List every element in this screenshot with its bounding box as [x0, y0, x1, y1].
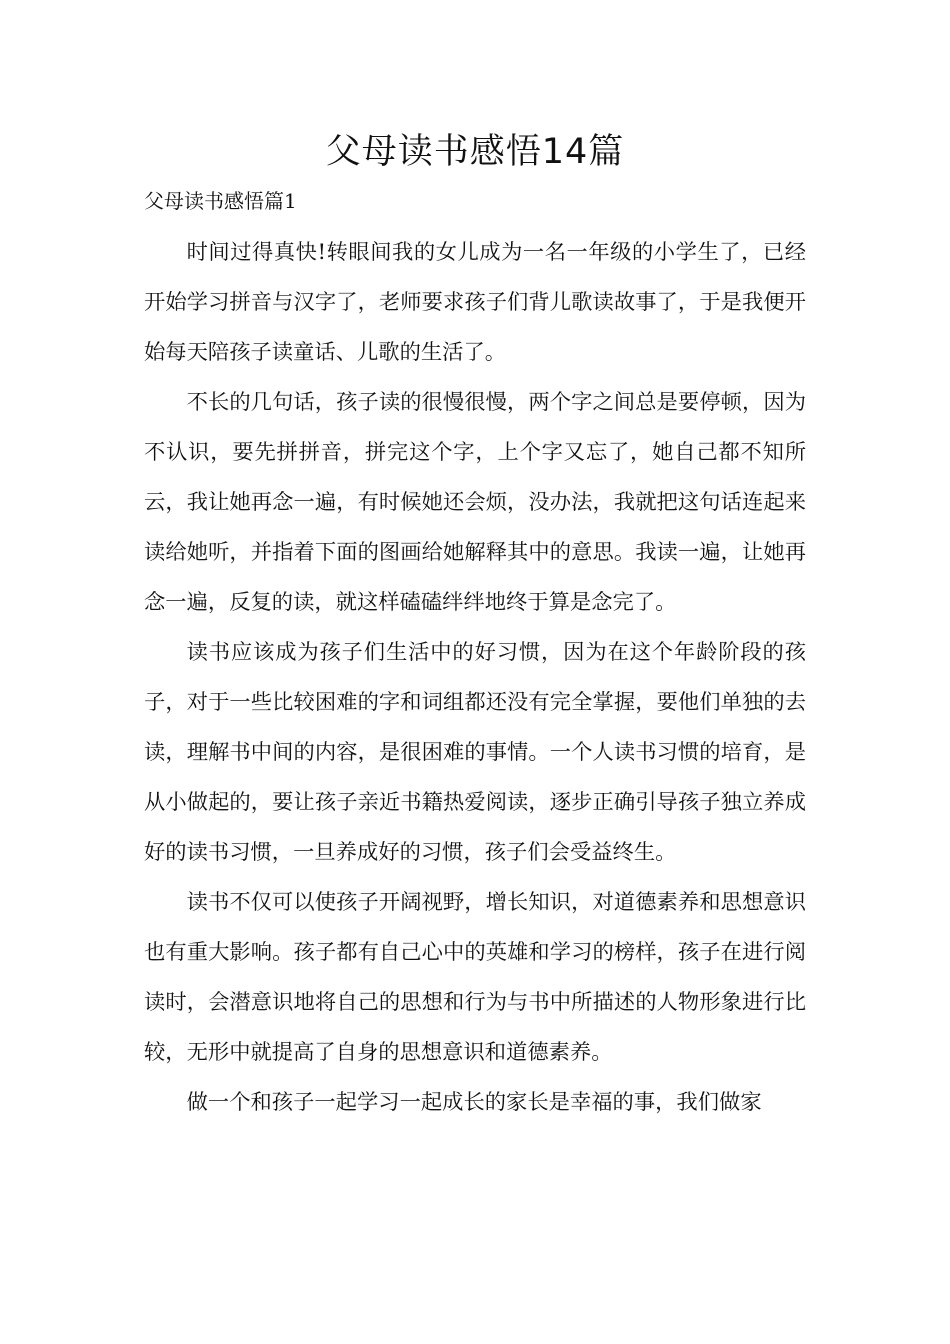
section-heading: 父母读书感悟篇1: [144, 189, 297, 213]
document-title: 父母读书感悟14篇: [325, 132, 625, 172]
paragraph-4: 读书不仅可以使孩子开阔视野，增长知识，对道德素养和思想意识也有重大影响。孩子都有自己心中的英雄和学习的榜样，孩子在进行阅读时，会潜意识地将自己的思想和行为与书中所描述的人物形象进行比较，无形中就提高了自身的思想意识和道德素养。: [144, 890, 806, 1065]
paragraph-3: 读书应该成为孩子们生活中的好习惯，因为在这个年龄阶段的孩子，对于一些比较困难的字和词组都还没有完全掌握，要他们单独的去读，理解书中间的内容，是很困难的事情。一个人读书习惯的培育，是从小做起的，要让孩子亲近书籍热爱阅读，逐步正确引导孩子独立养成好的读书习惯，一旦养成好的习惯，孩子们会受益终生。: [144, 640, 806, 865]
document-body: [144, 228, 806, 1128]
paragraph-5: 做一个和孩子一起学习一起成长的家长是幸福的事，我们做家: [186, 1090, 762, 1115]
paragraph-1: 时间过得真快!转眼间我的女儿成为一名一年级的小学生了，已经开始学习拼音与汉字了，老师要求孩子们背儿歌读故事了，于是我便开始每天陪孩子读童话、儿歌的生活了。: [144, 240, 806, 365]
paragraph-2: 不长的几句话，孩子读的很慢很慢，两个字之间总是要停顿，因为不认识，要先拼拼音，拼完这个字，上个字又忘了，她自己都不知所云，我让她再念一遍，有时候她还会烦，没办法，我就把这句话连起来读给她听，并指着下面的图画给她解释其中的意思。我读一遍，让她再念一遍，反复的读，就这样磕磕绊绊地终于算是念完了。: [144, 390, 806, 615]
